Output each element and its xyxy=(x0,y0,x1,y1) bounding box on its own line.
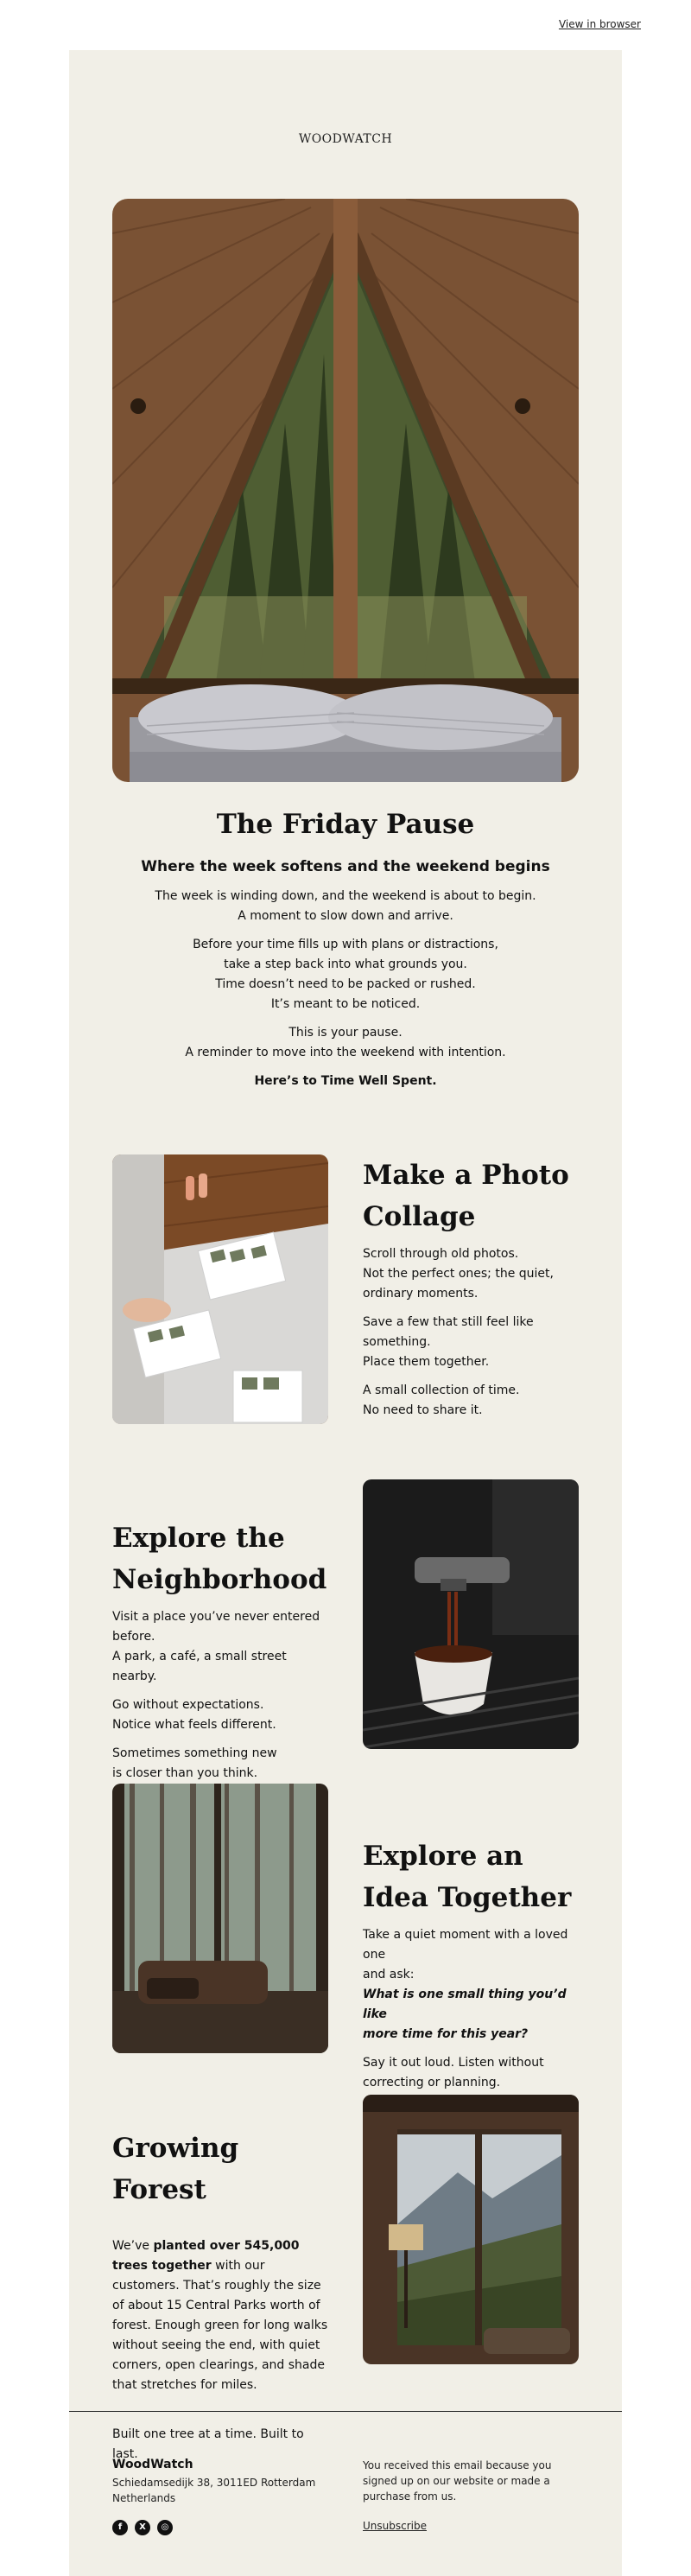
section-title: Growing Forest xyxy=(112,2133,239,2205)
section-photo-collage xyxy=(363,1154,579,1429)
text-line: Sometimes something new xyxy=(112,1746,277,1760)
text-line: The week is winding down, and the weekend is about to begin. xyxy=(155,889,536,903)
preheader-bar xyxy=(0,0,691,50)
text-line: A park, a café, a small street nearby. xyxy=(112,1650,287,1683)
text-span: with our customers. That’s roughly the size of about 15 Central Parks worth of forest. Enough green for long walks without seeing the end, with quiet corners, open clearings, and shade that stretches for miles. xyxy=(112,2259,328,2392)
unsubscribe-link[interactable]: Unsubscribe xyxy=(363,2520,427,2532)
forest-closing: Built one tree at a time. Built to last. xyxy=(112,2427,304,2461)
espresso-image xyxy=(363,1479,579,1749)
section-paragraph xyxy=(363,1244,579,1304)
forest-paragraph xyxy=(112,2236,328,2395)
text-line: ordinary moments. xyxy=(363,1287,479,1301)
text-line: A reminder to move into the weekend with intention. xyxy=(185,1046,506,1059)
footer-notice-text: You received this email because you signed up on our website or made a purchase from us. xyxy=(363,2459,552,2503)
intro-signoff: Here’s to Time Well Spent. xyxy=(254,1074,437,1088)
x-icon[interactable]: X xyxy=(135,2520,150,2535)
section-paragraph xyxy=(112,1607,328,1687)
text-line: Say it out loud. Listen without xyxy=(363,2056,544,2070)
section-paragraph xyxy=(363,1313,579,1372)
footer-divider xyxy=(69,2411,622,2412)
section-neighborhood xyxy=(112,1517,328,1792)
intro-paragraph xyxy=(69,887,622,926)
section-paragraph xyxy=(112,1744,328,1784)
social-links xyxy=(112,2520,337,2535)
forest-highlight: planted over 545,000 trees together xyxy=(112,2239,300,2273)
text-line: It’s meant to be noticed. xyxy=(270,997,421,1011)
section-idea-together xyxy=(363,1835,579,2130)
mountain-view-image xyxy=(363,2095,579,2364)
section-paragraph xyxy=(363,1381,579,1421)
text-line: Notice what feels different. xyxy=(112,1718,276,1732)
text-line: take a step back into what grounds you. xyxy=(224,957,467,971)
text-line: Place them together. xyxy=(363,1355,490,1369)
intro-paragraph xyxy=(69,1023,622,1063)
question-line: What is one small thing you’d like xyxy=(363,1988,567,2021)
facebook-icon[interactable]: f xyxy=(112,2520,128,2535)
footer-address: Schiedamsedijk 38, 3011ED Rotterdam Netherlands xyxy=(112,2477,316,2504)
text-line: Time doesn’t need to be packed or rushed. xyxy=(215,977,476,991)
email-container xyxy=(69,50,622,2576)
newsletter-title: The Friday Pause xyxy=(216,809,475,840)
photo-collage-image xyxy=(112,1154,328,1424)
text-line: Scroll through old photos. xyxy=(363,1247,519,1261)
text-line: something. xyxy=(363,1335,431,1349)
brand-logo-text: WOODWATCH xyxy=(298,132,393,146)
intro-text xyxy=(69,887,622,1091)
forest-living-room-image xyxy=(112,1784,328,2053)
section-title: Make a Photo Collage xyxy=(363,1160,569,1232)
footer-company xyxy=(112,2458,337,2535)
text-line: Go without expectations. xyxy=(112,1698,264,1712)
intro-paragraph xyxy=(69,935,622,1014)
text-line: This is your pause. xyxy=(288,1026,403,1040)
footer-notice xyxy=(363,2458,587,2534)
section-paragraph xyxy=(112,1695,328,1735)
text-line: correcting or planning. xyxy=(363,2076,501,2089)
section-paragraph xyxy=(363,2053,579,2093)
text-line: and ask: xyxy=(363,1968,415,1981)
text-line: Save a few that still feel like xyxy=(363,1315,534,1329)
text-line: Visit a place you’ve never entered xyxy=(112,1610,320,1624)
section-title: Explore an Idea Together xyxy=(363,1841,572,1913)
text-line: is closer than you think. xyxy=(112,1766,258,1780)
section-paragraph xyxy=(363,1925,579,2045)
text-span: We’ve xyxy=(112,2239,149,2253)
text-line: Take a quiet moment with a loved one xyxy=(363,1928,568,1962)
section-title: Explore the Neighborhood xyxy=(112,1523,327,1595)
text-line: before. xyxy=(112,1630,155,1644)
text-line: Before your time fills up with plans or distractions, xyxy=(193,938,498,951)
text-line: A small collection of time. xyxy=(363,1383,520,1397)
instagram-icon[interactable]: ◎ xyxy=(157,2520,173,2535)
text-line: Not the perfect ones; the quiet, xyxy=(363,1267,554,1281)
text-line: A moment to slow down and arrive. xyxy=(238,909,453,923)
section-growing-forest xyxy=(112,2128,328,2473)
text-line: No need to share it. xyxy=(363,1403,483,1417)
question-line: more time for this year? xyxy=(363,2027,529,2041)
view-in-browser-link[interactable]: View in browser xyxy=(558,18,641,30)
hero-image xyxy=(112,199,579,782)
newsletter-subtitle: Where the week softens and the weekend begins xyxy=(141,858,550,875)
footer-brand: WoodWatch xyxy=(112,2458,193,2471)
